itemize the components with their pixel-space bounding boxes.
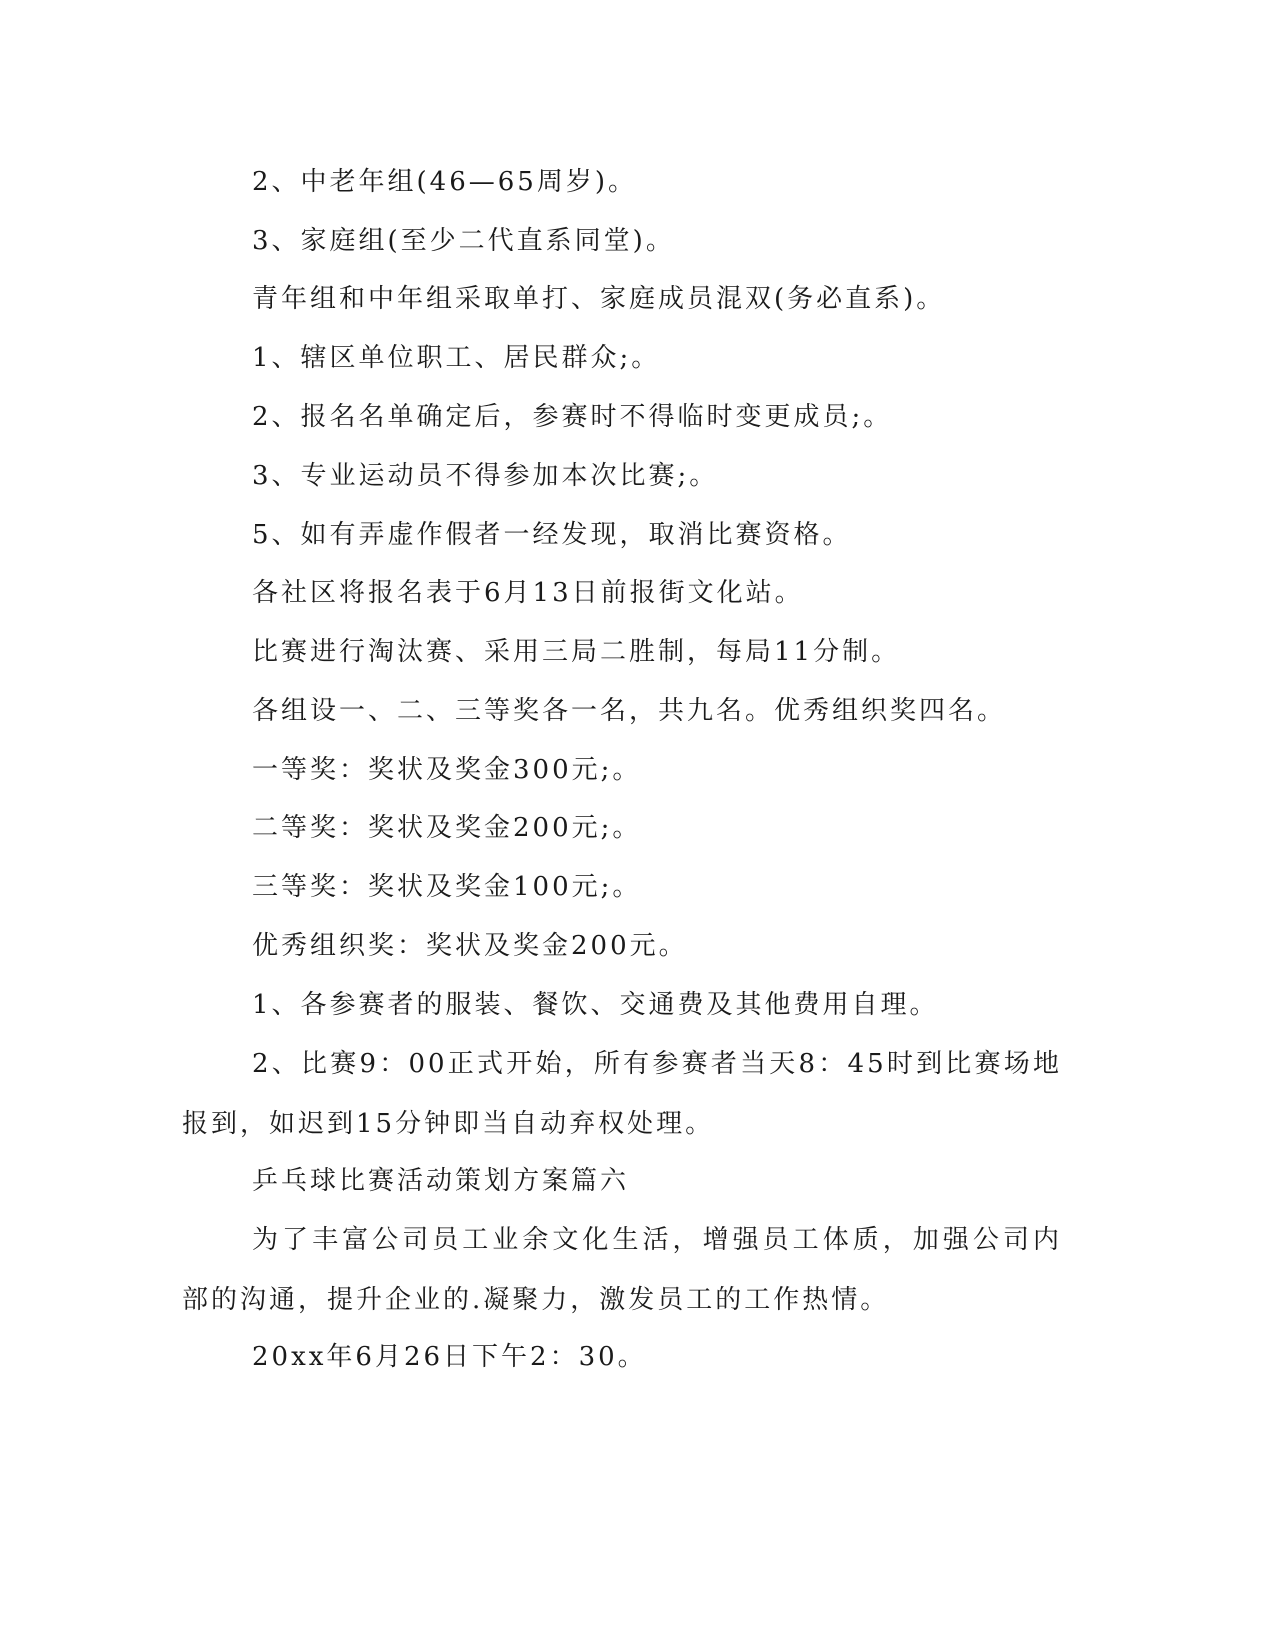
paragraph-9: 比赛进行淘汰赛、采用三局二胜制，每局11分制。: [252, 637, 901, 667]
paragraph-2: 3、家庭组(至少二代直系同堂)。: [252, 226, 675, 256]
paragraph-12: 二等奖：奖状及奖金200元;。: [252, 813, 642, 843]
paragraph-10: 各组设一、二、三等奖各一名，共九名。优秀组织奖四名。: [252, 696, 1007, 726]
paragraph-15: 1、各参赛者的服装、餐饮、交通费及其他费用自理。: [252, 990, 939, 1020]
paragraph-11: 一等奖：奖状及奖金300元;。: [252, 755, 642, 785]
paragraph-8: 各社区将报名表于6月13日前报街文化站。: [252, 578, 804, 608]
paragraph-14: 优秀组织奖：奖状及奖金200元。: [252, 931, 688, 961]
paragraph-16: 2、比赛9：00正式开始，所有参赛者当天8：45时到比赛场地报到，如迟到15分钟即当自动弃权处理。: [182, 1049, 1062, 1139]
paragraph-19: 20xx年6月26日下午2：30。: [252, 1342, 647, 1372]
paragraph-3: 青年组和中年组采取单打、家庭成员混双(务必直系)。: [252, 284, 946, 314]
paragraph-6: 3、专业运动员不得参加本次比赛;。: [252, 461, 719, 491]
paragraph-1: 2、中老年组(46—65周岁)。: [252, 167, 637, 197]
paragraph-7: 5、如有弄虚作假者一经发现，取消比赛资格。: [252, 520, 852, 550]
paragraph-4: 1、辖区单位职工、居民群众;。: [252, 343, 661, 373]
paragraph-5: 2、报名名单确定后，参赛时不得临时变更成员;。: [252, 402, 893, 432]
section-heading: 乒乓球比赛活动策划方案篇六: [252, 1166, 630, 1196]
paragraph-18: 为了丰富公司员工业余文化生活，增强员工体质，加强公司内部的沟通，提升企业的.凝聚力，激发员工的工作热情。: [182, 1225, 1062, 1315]
paragraph-13: 三等奖：奖状及奖金100元;。: [252, 872, 642, 902]
